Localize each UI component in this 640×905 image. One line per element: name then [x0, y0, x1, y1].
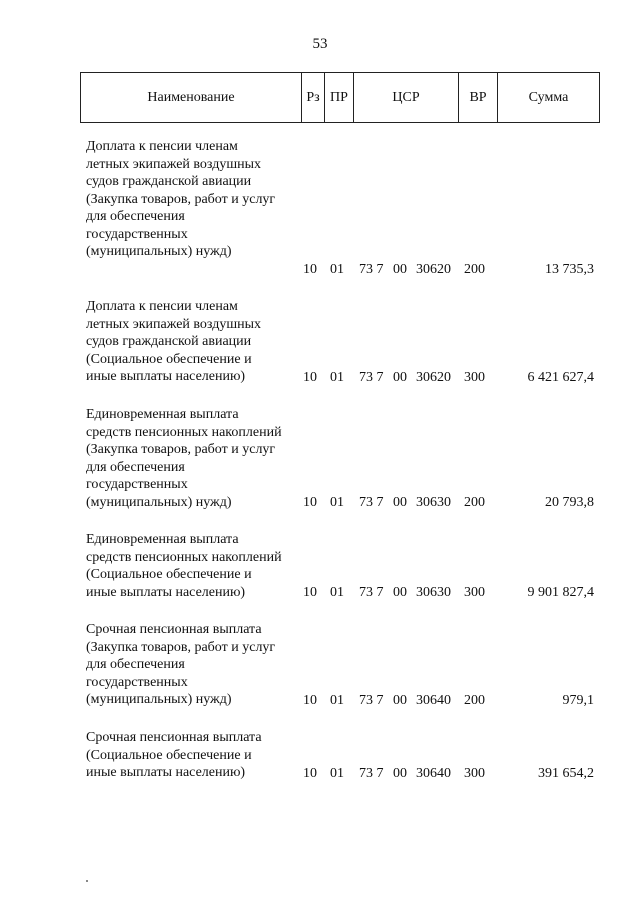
row-vr: 200: [464, 692, 485, 708]
row-vr: 300: [464, 584, 485, 600]
row-vr: 300: [464, 765, 485, 781]
row-csr-code: 30620: [416, 369, 451, 385]
row-pr: 01: [330, 369, 344, 385]
page-number: 53: [312, 36, 328, 52]
row-codes: [0, 764, 640, 782]
row-rz: 10: [303, 765, 317, 781]
table-row: [0, 138, 640, 278]
row-csr-program: 73 7: [359, 765, 384, 781]
table-row: [0, 531, 640, 601]
row-csr-sub: 00: [393, 584, 407, 600]
row-sum: 6 421 627,4: [527, 369, 594, 385]
table-row: [0, 298, 640, 386]
row-codes: [0, 691, 640, 709]
table-body: [0, 138, 640, 782]
row-csr-sub: 00: [393, 369, 407, 385]
row-pr: 01: [330, 584, 344, 600]
row-sum: 13 735,3: [545, 261, 594, 277]
header-name: Наименование: [81, 73, 302, 123]
row-pr: 01: [330, 692, 344, 708]
header-sum: Сумма: [498, 73, 600, 123]
row-name: Доплата к пенсии членам летных экипажей воздушных судов гражданской авиации (Закупка товаров, работ и услуг для обеспечения государственных (муниципальных) нужд): [86, 139, 276, 259]
row-sum: 979,1: [562, 692, 594, 708]
row-rz: 10: [303, 692, 317, 708]
row-name: Единовременная выплата средств пенсионных накоплений (Социальное обеспечение и иные выплаты населению): [86, 532, 282, 600]
scan-speck: [86, 880, 88, 882]
row-csr-sub: 00: [393, 261, 407, 277]
header-csr: ЦСР: [354, 73, 459, 123]
row-name: Срочная пенсионная выплата (Социальное обеспечение и иные выплаты населению): [86, 730, 262, 780]
row-rz: 10: [303, 261, 317, 277]
row-pr: 01: [330, 494, 344, 510]
row-csr-sub: 00: [393, 494, 407, 510]
row-csr-code: 30630: [416, 494, 451, 510]
row-sum: 9 901 827,4: [527, 584, 594, 600]
table-row: [0, 729, 640, 782]
header-pr: ПР: [325, 73, 354, 123]
row-name: Единовременная выплата средств пенсионных накоплений (Закупка товаров, работ и услуг для обеспечения государственных (муниципальных) нужд): [86, 407, 282, 510]
row-codes: [0, 260, 640, 278]
row-sum: 391 654,2: [538, 765, 594, 781]
row-csr-sub: 00: [393, 692, 407, 708]
table-row: [0, 406, 640, 511]
row-csr-program: 73 7: [359, 261, 384, 277]
header-vr: ВР: [459, 73, 498, 123]
row-name: Срочная пенсионная выплата (Закупка товаров, работ и услуг для обеспечения государственных (муниципальных) нужд): [86, 622, 276, 707]
row-name: Доплата к пенсии членам летных экипажей воздушных судов гражданской авиации (Социальное обеспечение и иные выплаты населению): [86, 299, 262, 384]
row-pr: 01: [330, 261, 344, 277]
table-header: [80, 72, 600, 123]
row-csr-sub: 00: [393, 765, 407, 781]
row-csr-code: 30620: [416, 261, 451, 277]
row-vr: 200: [464, 494, 485, 510]
row-csr-code: 30630: [416, 584, 451, 600]
row-csr-program: 73 7: [359, 584, 384, 600]
row-rz: 10: [303, 584, 317, 600]
row-sum: 20 793,8: [545, 494, 594, 510]
row-vr: 200: [464, 261, 485, 277]
row-csr-program: 73 7: [359, 494, 384, 510]
row-codes: [0, 583, 640, 601]
row-codes: [0, 493, 640, 511]
header-rz: Рз: [302, 73, 325, 123]
row-csr-program: 73 7: [359, 692, 384, 708]
row-csr-program: 73 7: [359, 369, 384, 385]
row-csr-code: 30640: [416, 692, 451, 708]
row-codes: [0, 368, 640, 386]
row-vr: 300: [464, 369, 485, 385]
row-pr: 01: [330, 765, 344, 781]
table-row: [0, 621, 640, 709]
row-csr-code: 30640: [416, 765, 451, 781]
row-rz: 10: [303, 494, 317, 510]
row-rz: 10: [303, 369, 317, 385]
